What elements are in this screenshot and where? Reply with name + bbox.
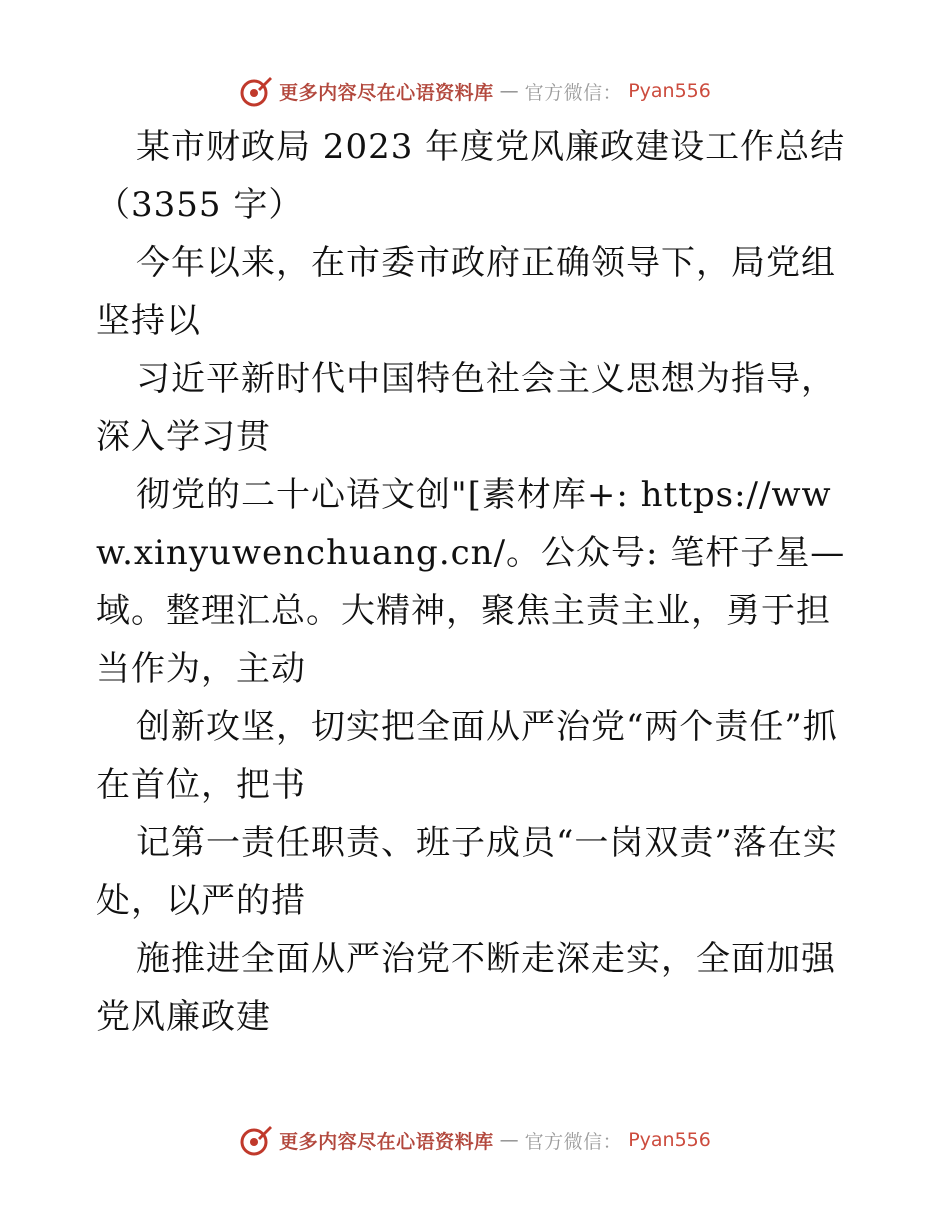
document-body	[96, 118, 856, 1046]
banner-wechat-label: 官方微信：	[524, 81, 623, 104]
banner-brand-text: 更多内容尽在心语资料库	[279, 1130, 494, 1153]
banner-separator: —	[499, 80, 519, 102]
word-count: （3355 字）	[96, 185, 304, 225]
document-title: 某市财政局 2023 年度党风廉政建设工作总结	[136, 127, 846, 167]
paragraph: 今年以来，在市委市政府正确领导下，局党组坚持以	[96, 243, 836, 341]
paragraph: 彻党的二十心语文创"[素材库+: https://www.xinyuwenchuang.cn/。公众号: 笔杆子星—域。整理汇总。大精神，聚焦主责主业，勇于担当作为，主动	[96, 475, 846, 689]
paragraph: 创新攻坚，切实把全面从严治党“两个责任”抓在首位，把书	[96, 707, 838, 805]
banner-wechat-id: Pyan556	[628, 1129, 711, 1151]
paragraph: 习近平新时代中国特色社会主义思想为指导，深入学习贯	[96, 359, 836, 457]
footer-watermark-banner	[0, 1120, 950, 1160]
pen-logo-icon	[239, 1123, 273, 1157]
paragraph: 记第一责任职责、班子成员“一岗双责”落在实处，以严的措	[96, 823, 838, 921]
banner-wechat-label: 官方微信：	[524, 1130, 623, 1153]
pen-logo-icon	[239, 74, 273, 108]
banner-brand-text: 更多内容尽在心语资料库	[279, 81, 494, 104]
paragraph: 施推进全面从严治党不断走深走实，全面加强党风廉政建	[96, 939, 836, 1037]
header-watermark-banner	[0, 71, 950, 111]
banner-separator: —	[499, 1129, 519, 1151]
banner-wechat-id: Pyan556	[628, 80, 711, 102]
